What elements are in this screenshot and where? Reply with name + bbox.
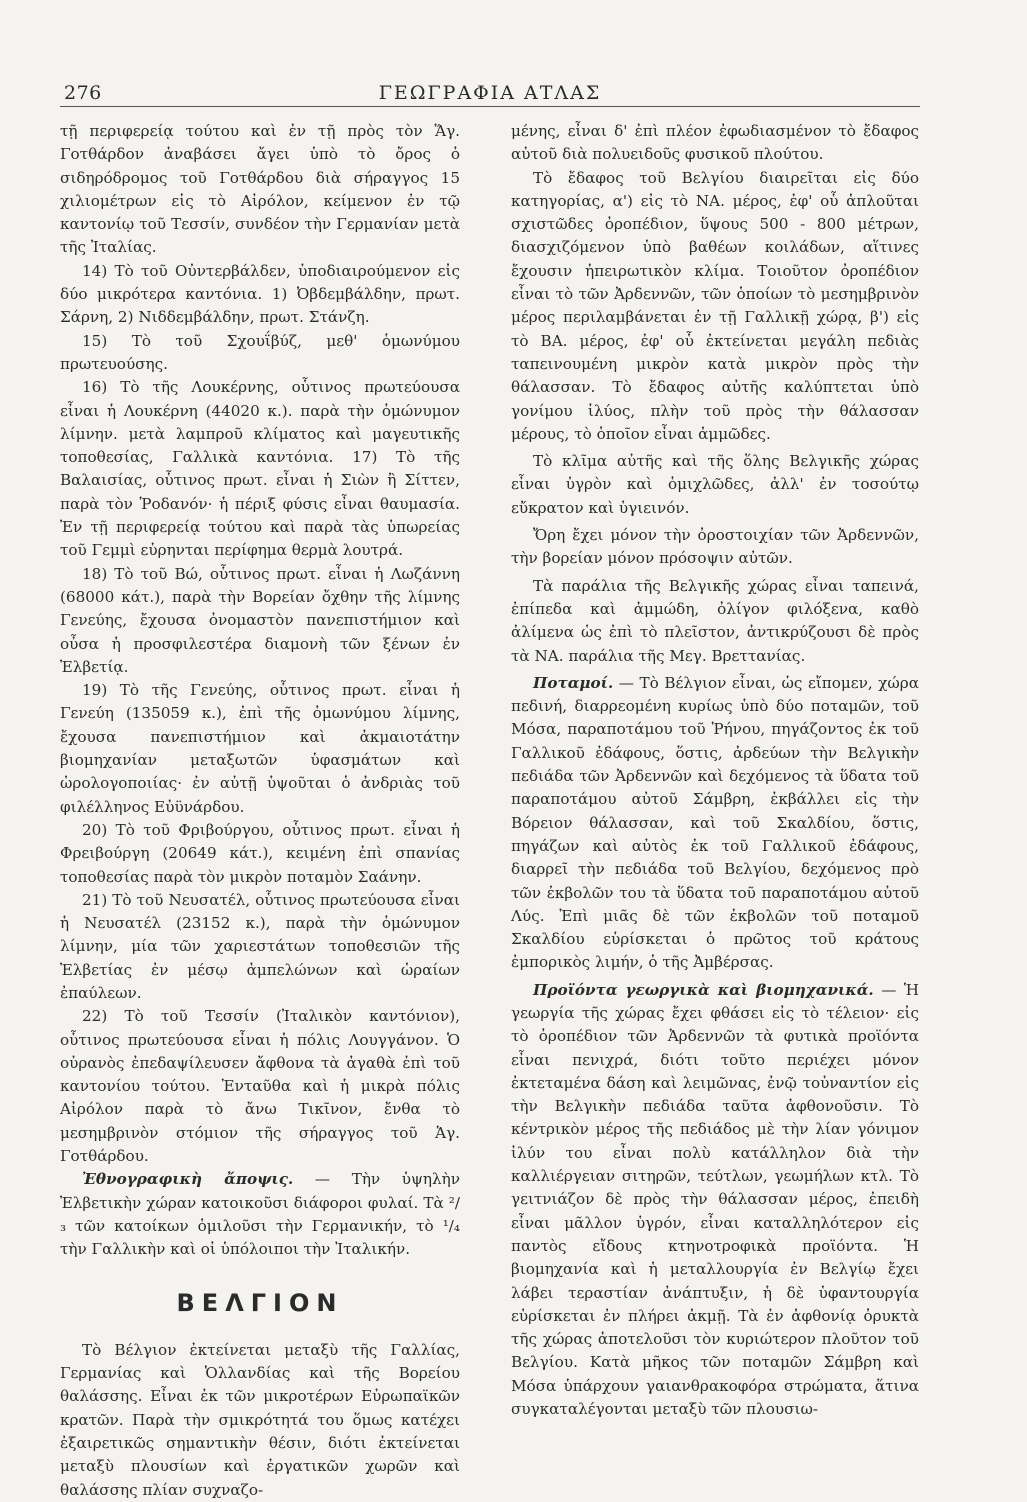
page-header [60,78,920,107]
ethnography-text: — Τὴν ὑψηλὴν Ἑλβετικὴν χώραν κατοικοῦσι διάφοροι φυλαί. Τὰ ²/₃ τῶν κατοίκων ὁμιλοῦσι τὴν Γερμανικήν, τὸ ¹/₄ τὴν Γαλλικὴν καὶ οἱ ὑπόλοιποι τὴν Ἰταλικήν. [60,1170,460,1259]
paragraph-ethnography [60,1168,460,1261]
paragraph-climate: Τὸ κλῖμα αὐτῆς καὶ τῆς ὅλης Βελγικῆς χώρας εἶναι ὑγρὸν καὶ ὁμιχλῶδες, ἀλλ' ἐν τοσούτῳ εὔκρατον καὶ ὑγιεινόν. [511,452,919,517]
right-column [511,120,919,1421]
products-text: — Ἡ γεωργία τῆς χώρας ἔχει φθάσει εἰς τὸ τέλειον· εἰς τὸ ὀροπέδιον τῶν Ἀρδεννῶν τὰ φυτικὰ προϊόντα εἶναι πενιχρά, διότι τοῦτο περιέχει μόνον ἐκτεταμένα δάση καὶ λειμῶνας, ἐνῷ τοὐναντίον εἰς τὴν Βελγικὴν πεδιάδα ταῦτα ἀφθονοῦσιν. Τὸ κέντρικὸν μέρος τῆς πεδιάδος μὲ τὴν λίαν γόνιμον ἰλύν του εἶναι πολὺ κατάλληλον διὰ τὴν καλλιέργειαν σιτηρῶν, τεύτλων, γεωμήλων κτλ. Τὸ γειτνιάζον δὲ πρὸς τὴν θάλασσαν μέρος, ἐπειδὴ εἶναι μᾶλλον ὑγρόν, εἶναι καταλληλότερον εἰς παντὸς εἴδους κτηνοτροφικὰ προϊόντα. Ἡ βιομηχανία καὶ ἡ μεταλλουργία ἐν Βελγίῳ ἔχει λάβει τεραστίαν ἀνάπτυξιν, ἡ δὲ ὑφαντουργία εὑρίσκεται ἐν πλήρει ἀκμῇ. Τὰ ἐν ἀφθονίᾳ ὀρυκτὰ τῆς χώρας ἀποτελοῦσι τὸν κυριώτερον πλοῦτον τοῦ Βελγίου. Κατὰ μῆκος τῶν ποταμῶν Σάμβρη καὶ Μόσα ὑπάρχουν γαιανθρακοφόρα στρώματα, ἅτινα συγκαταλέγονται μεταξὺ τῶν πλουσιω- [511,980,919,1419]
paragraph-gotthard: τῇ περιφερείᾳ τούτου καὶ ἐν τῇ πρὸς τὸν Ἅγ. Γοτθάρδον ἀναβάσει ἄγει ὑπὸ τὸ ὄρος ὁ σιδηρόδρομος τοῦ Γοτθάρδου διὰ σήραγγος 15 χιλιομέτρων εἰς τὸ Αἰρόλον, κείμενον ἐν τῷ καντονίῳ τοῦ Τεσσίν, συνδέον τὴν Γερμανίαν μετὰ τῆς Ἰταλίας. [60,122,460,257]
paragraph-coasts: Τὰ παράλια τῆς Βελγικῆς χώρας εἶναι ταπεινά, ἐπίπεδα καὶ ἀμμώδη, ὀλίγον φιλόξενα, καθὸ ἀλίμενα ὡς ἐπὶ τὸ πλεῖστον, ἀντικρύζουσι δὲ πρὸς τὰ ΝΑ. παράλια τῆς Μεγ. Βρεττανίας. [511,576,919,665]
paragraph-canton-21: 21) Τὸ τοῦ Νευσατέλ, οὗτινος πρωτεύουσα εἶναι ἡ Νευσατέλ (23152 κ.), παρὰ τὴν ὁμώνυμον λίμνην, μία τῶν χαριεστάτων τοποθεσιῶν τῆς Ἑλβετίας ἐν μέσῳ ἀμπελώνων καὶ ὡραίων ἐπαύλεων. [60,890,460,1002]
paragraph-belgium-cont: μένης, εἶναι δ' ἐπὶ πλέον ἐφωδιασμένον τὸ ἔδαφος αὐτοῦ διὰ πολυειδοῦς φυσικοῦ πλούτου. [511,122,919,164]
paragraph-soil: Τὸ ἔδαφος τοῦ Βελγίου διαιρεῖται εἰς δύο κατηγορίας, α') εἰς τὸ ΝΑ. μέρος, ἐφ' οὗ ἁπλοῦται σχιστῶδες ὀροπέδιον, ὕψους 500 - 800 μέτρων, διασχιζόμενον ὑπὸ βαθέων κοιλάδων, αἵτινες ἔχουσιν ἠπειρωτικὸν κλίμα. Τοιοῦτον ὀροπέδιον εἶναι τὸ τῶν Ἀρδεννῶν, τῶν ὁποίων τὸ μεσημβρινὸν μέρος περιλαμβάνεται ἐν τῇ Γαλλικῇ χώρᾳ, β') εἰς τὸ ΒΑ. μέρος, ἐφ' οὗ ἐκτείνεται μεγάλη πεδιὰς ταπεινουμένη μικρὸν κατὰ μικρὸν πρὸς τὴν θάλασσαν. Τὸ ἔδαφος αὐτῆς καλύπτεται ὑπὸ γονίμου ἰλύος, πλὴν τοῦ πρὸς τὴν θάλασσαν μέρους, τὸ ὁποῖον εἶναι ἀμμῶδες. [511,168,919,443]
running-title: ΓΕΩΓΡΑΦΙΑ ΑΤΛΑΣ [378,82,602,104]
left-column [60,120,460,1502]
rivers-label: Ποταμοί. [533,673,614,692]
section-title-belgium: ΒΕΛΓΙΟΝ [176,1288,344,1317]
paragraph-canton-19: 19) Τὸ τῆς Γενεύης, οὗτινος πρωτ. εἶναι ἡ Γενεύη (135059 κ.), ἐπὶ τῆς ὁμωνύμου λίμνης, ἔχουσα πανεπιστήμιον καὶ ἀκμαιοτάτην βιομηχανίαν μεταξωτῶν ὑφασμάτων καὶ ὡρολογοποιίας· ἐν αὐτῇ ὑψοῦται ὁ ἀνδριὰς τοῦ φιλέλληνος Εὐϋνάρδου. [60,681,460,816]
products-label: Προϊόντα γεωργικὰ καὶ βιομηχανικά. [533,980,874,999]
paragraph-canton-22: 22) Τὸ τοῦ Τεσσίν (Ἰταλικὸν καντόνιον), οὗτινος πρωτεύουσα εἶναι ἡ πόλις Λουγγάνον. Ὁ οὐρανὸς ἐπεδαψίλευσεν ἄφθονα τὰ ἀγαθὰ ἐπὶ τοῦ καντονίου τούτου. Ἐνταῦθα καὶ ἡ μικρὰ πόλις Αἰρόλον παρὰ τὸ ἄνω Τικῖνον, ἔνθα τὸ μεσημβρινὸν στόμιον τῆς σήραγγος τοῦ Ἁγ. Γοτθάρδου. [60,1007,460,1166]
ethnography-label: Ἐθνογραφικὴ ἄποψις. [82,1170,294,1189]
rivers-text: — Τὸ Βέλγιον εἶναι, ὡς εἴπομεν, χώρα πεδινή, διαρρεομένη κυρίως ὑπὸ δύο ποταμῶν, τοῦ Μόσα, παραποτάμου τοῦ Ῥήνου, πηγάζοντος ἐκ τοῦ Γαλλικοῦ ἐδάφους, ὅστις, ἀρδεύων τὴν Βελγικὴν πεδιάδα τῶν Ἀρδεννῶν καὶ δεχόμενος τὰ ὕδατα τοῦ παραποτάμου αὐτοῦ Σάμβρη, ἐκβάλλει εἰς τὴν Βόρειον θάλασσαν, καὶ τοῦ Σκαλδίου, ὅστις, πηγάζων καὶ αὐτὸς ἐκ τοῦ Γαλλικοῦ ἐδάφους, διαρρεῖ τὴν πεδιάδα τοῦ Βελγίου, δεχόμενος πρὸ τῶν ἐκβολῶν του τὰ ὕδατα τοῦ παραποτάμου αὐτοῦ Λύς. Ἐπὶ μιᾶς δὲ τῶν ἐκβολῶν τοῦ ποταμοῦ Σκαλδίου εὑρίσκεται ὁ πρῶτος τοῦ κράτους ἐμπορικὸς λιμήν, ὁ τῆς Ἀμβέρσας. [511,673,919,972]
page-number: 276 [64,82,102,104]
paragraph-rivers [511,672,919,975]
paragraph-canton-18: 18) Τὸ τοῦ Βώ, οὗτινος πρωτ. εἶναι ἡ Λωζάννη (68000 κάτ.), παρὰ τὴν Βορείαν ὄχθην τῆς λίμνης Γενεύης, ἔχουσα ὀνομαστὸν πανεπιστήμιον καὶ οὖσα ἡ προσφιλεστέρα διαμονὴ τῶν ξένων ἐν Ἑλβετίᾳ. [60,564,460,676]
paragraph-products [511,979,919,1422]
paragraph-canton-16: 16) Τὸ τῆς Λουκέρνης, οὗτινος πρωτεύουσα εἶναι ἡ Λουκέρνη (44020 κ.). παρὰ τὴν ὁμώνυμον λίμνην. μετὰ λαμπροῦ κλίματος καὶ μαγευτικῆς τοποθεσίας, Γαλλικὰ καντόνια. 17) Τὸ τῆς Βαλαισίας, οὗτινος πρωτ. εἶναι ἡ Σιὼν ἢ Σίττεν, παρὰ τὸν Ῥοδανόν· ἡ πέριξ φύσις εἶναι θαυμασία. Ἐν τῇ περιφερείᾳ τούτου καὶ παρὰ τὰς ὑπωρείας τοῦ Γεμμὶ εὑρηνται περίφημα θερμὰ λουτρά. [60,378,460,560]
paragraph-mountains: Ὄρη ἔχει μόνον τὴν ὀροστοιχίαν τῶν Ἀρδεννῶν, τὴν βορείαν μόνον πρόσοψιν αὐτῶν. [511,526,919,568]
paragraph-canton-15: 15) Τὸ τοῦ Σχουΐβύζ, μεθ' ὁμωνύμου πρωτευούσης. [60,331,460,373]
paragraph-canton-14: 14) Τὸ τοῦ Οὐντερβάλδεν, ὑποδιαιρούμενον εἰς δύο μικρότερα καντόνια. 1) Ὀβδεμβάλδην, πρωτ. Σάρνη, 2) Νιδδεμβάλδην, πρωτ. Στάνζη. [60,261,460,327]
paragraph-canton-20: 20) Τὸ τοῦ Φριβούργου, οὗτινος πρωτ. εἶναι ἡ Φρειβούργη (20649 κάτ.), κειμένη ἐπὶ σπανίας τοποθεσίας παρὰ τὸν μικρὸν ποταμὸν Σαάνην. [60,820,460,886]
paragraph-belgium-intro: Τὸ Βέλγιον ἐκτείνεται μεταξὺ τῆς Γαλλίας, Γερμανίας καὶ Ὁλλανδίας καὶ τῆς Βορείου θαλάσσης. Εἶναι ἐκ τῶν μικροτέρων Εὐρωπαϊκῶν κρατῶν. Παρὰ τὴν σμικρότητά του ὅμως κατέχει ἐξαιρετικῶς σημαντικὴν θέσιν, διότι ἐκτείνεται μεταξὺ πλουσίων καὶ ἐργατικῶν χωρῶν καὶ θαλάσσης πλίαν συχναζο- [60,1340,460,1499]
